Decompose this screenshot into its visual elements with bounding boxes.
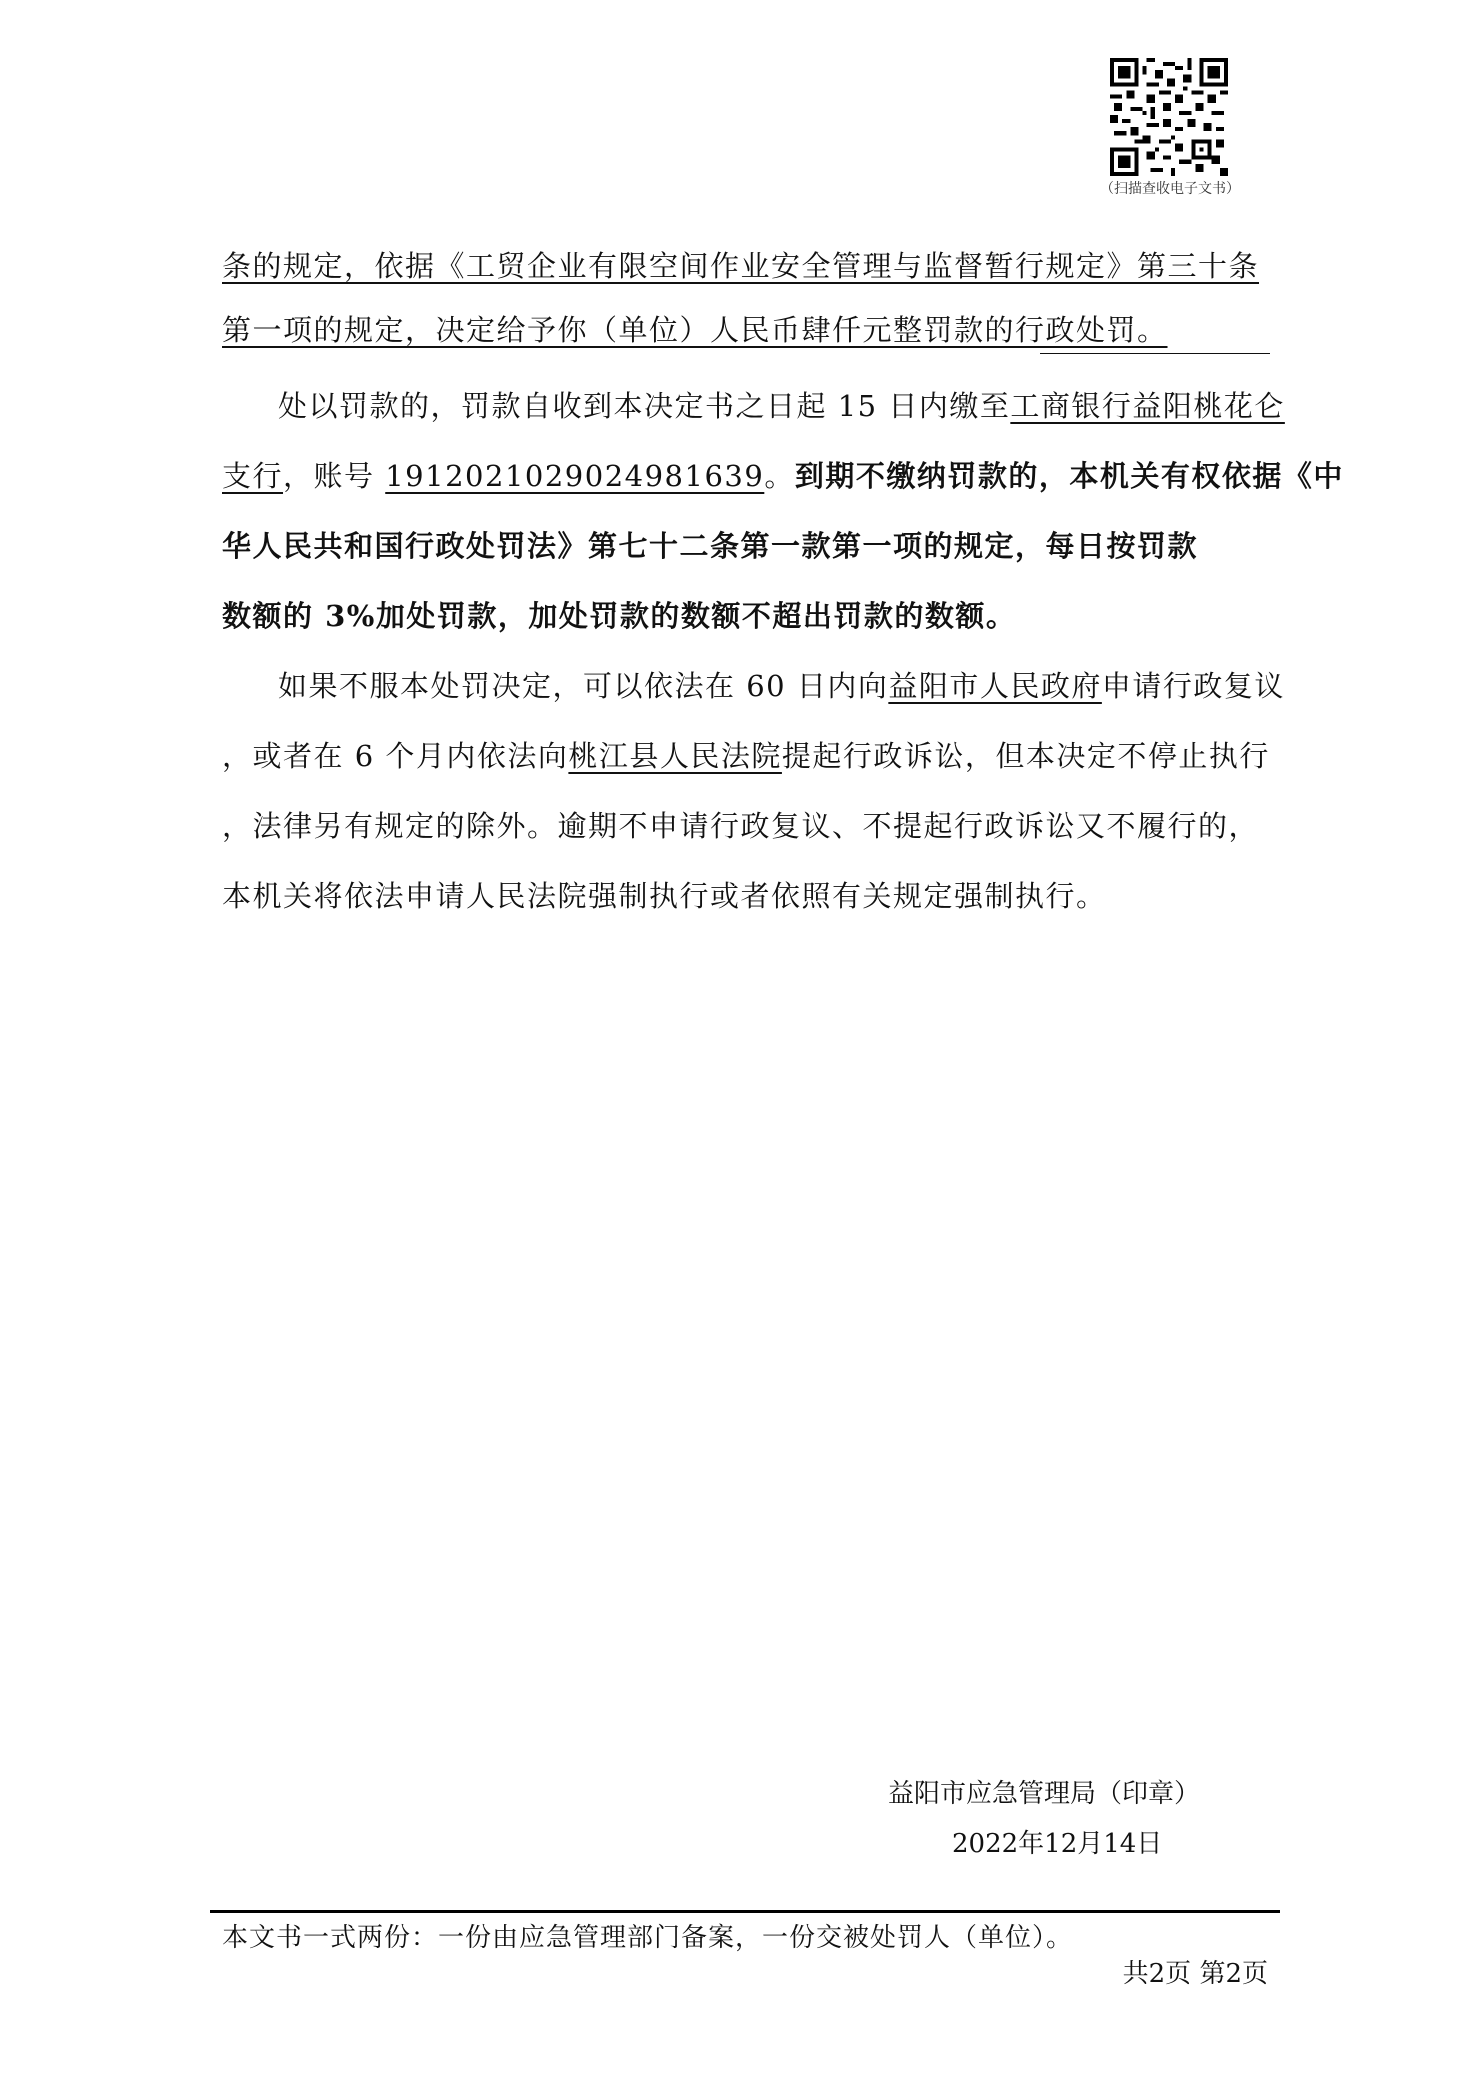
lawsuit-text: ，或者在 6 个月内依法向: [222, 739, 569, 773]
account-number: 1912021029024981639: [385, 459, 765, 493]
paragraph2-line4: 数额的 3%加处罚款，加处罚款的数额不超出罚款的数额。: [222, 599, 1017, 633]
paragraph3-line2: [222, 738, 1270, 774]
paragraph1-line2-wrap: [222, 312, 1168, 348]
paragraph2-text: 处以罚款的，罚款自收到本决定书之日起 15 日内缴至: [278, 389, 1011, 423]
court-name: 桃江县人民法院: [568, 739, 782, 773]
paragraph3-line1: [278, 668, 1285, 704]
period: 。: [764, 459, 795, 493]
qr-code-icon: [1110, 58, 1228, 176]
account-label: ，账号: [283, 459, 386, 493]
issue-date: 2022年12月14日: [952, 1829, 1163, 1859]
footer-note: 本文书一式两份：一份由应急管理部门备案，一份交被处罚人（单位）。: [222, 1923, 1074, 1953]
paragraph1-line2: 第一项的规定，决定给予你（单位）人民币肆仟元整罚款的行政处罚。: [222, 313, 1168, 347]
page-number: 共2页 第2页: [1122, 1959, 1268, 1989]
paragraph3-line3: ，法律另有规定的除外。逾期不申请行政复议、不提起行政诉讼又不履行的，: [222, 809, 1260, 843]
underline-filler: [1040, 353, 1270, 354]
penalty-warning: 到期不缴纳罚款的，本机关有权依据《中: [794, 459, 1344, 493]
government-name: 益阳市人民政府: [888, 669, 1102, 703]
paragraph3-line4: 本机关将依法申请人民法院强制执行或者依照有关规定强制执行。: [222, 879, 1107, 913]
paragraph2-line2: [222, 458, 1344, 494]
footer-divider: [210, 1910, 1280, 1913]
lawsuit-text-2: 提起行政诉讼，但本决定不停止执行: [781, 739, 1270, 773]
appeal-text-2: 申请行政复议: [1101, 669, 1285, 703]
paragraph1-line1: 条的规定，依据《工贸企业有限空间作业安全管理与监督暂行规定》第三十条: [222, 249, 1260, 283]
bank-name-cont: 支行: [222, 459, 284, 493]
paragraph2-line1: [278, 388, 1285, 424]
qr-caption: （扫描查收电子文书）: [1100, 181, 1240, 197]
paragraph2-line3: 华人民共和国行政处罚法》第七十二条第一款第一项的规定，每日按罚款: [222, 529, 1199, 563]
appeal-text: 如果不服本处罚决定，可以依法在 60 日内向: [278, 669, 889, 703]
issuing-authority: 益阳市应急管理局（印章）: [888, 1779, 1201, 1809]
bank-name: 工商银行益阳桃花仑: [1010, 389, 1285, 423]
